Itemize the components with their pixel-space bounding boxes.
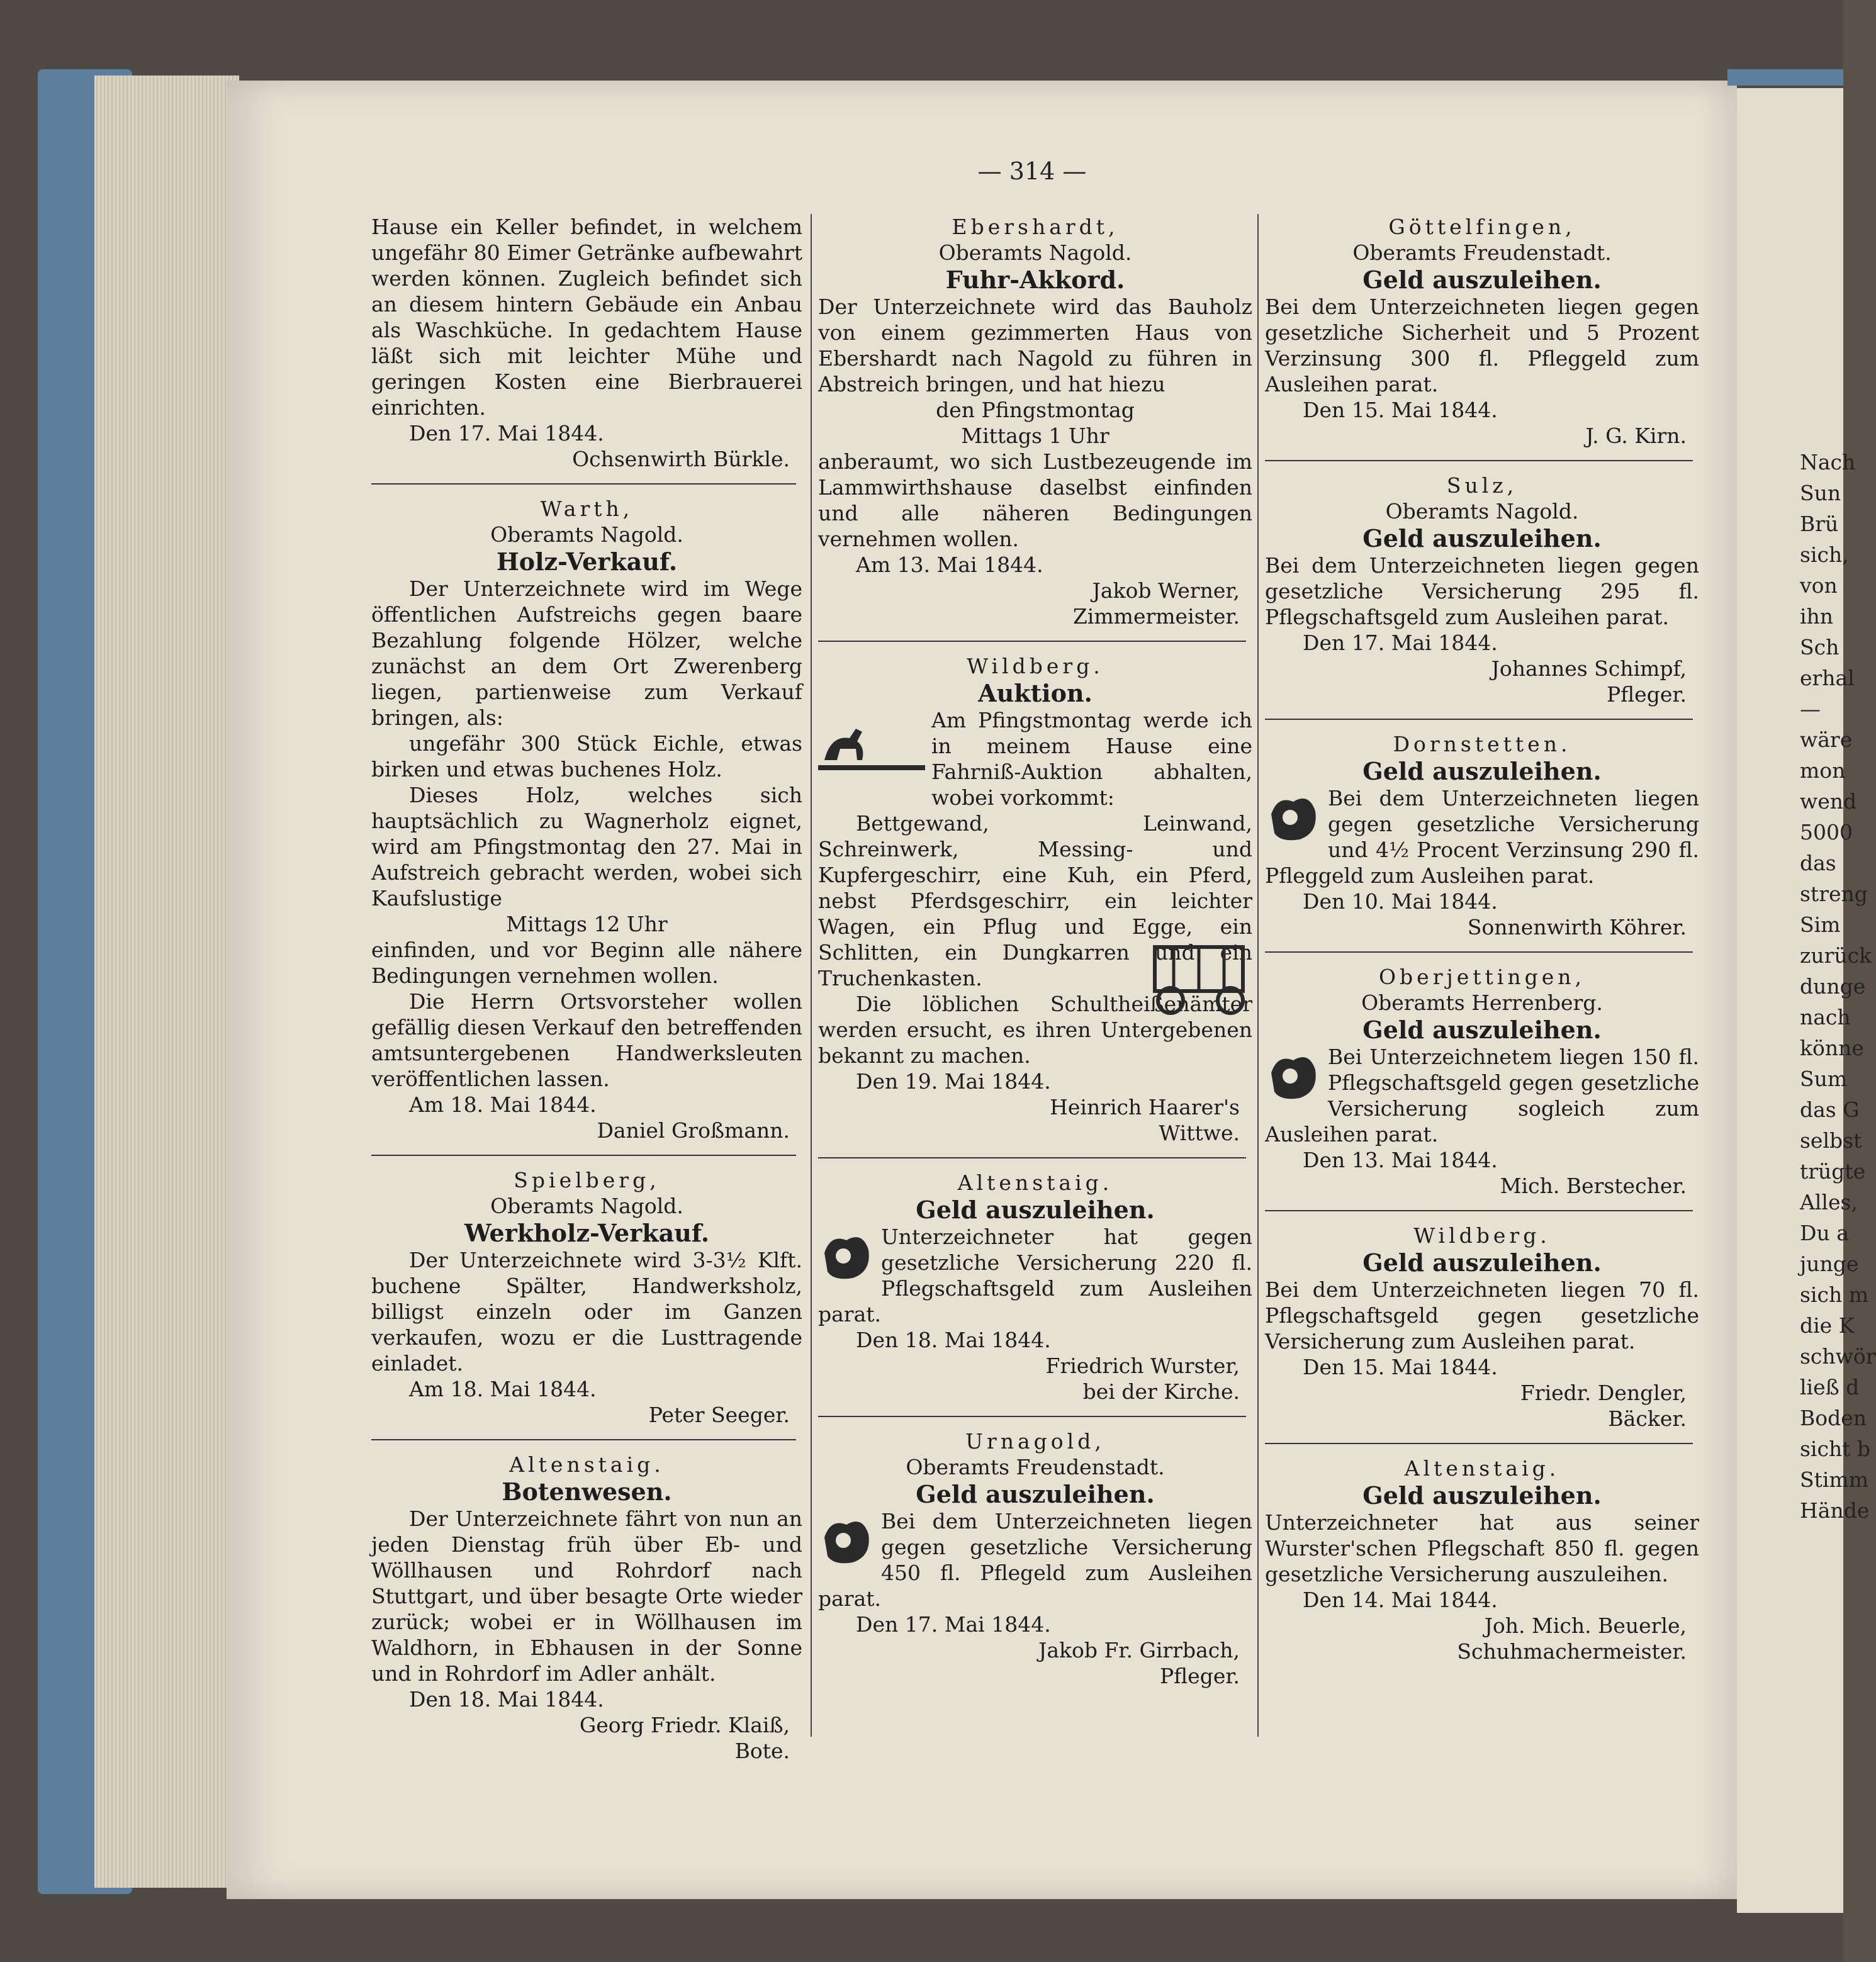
next-page-line: Brü [1800,512,1839,536]
ad-text: den Pfingstmontag [936,398,1135,422]
advertisement [1265,473,1699,707]
ad-signature: Johannes Schimpf, [1491,656,1687,681]
next-page-line: selbst [1800,1128,1862,1153]
ad-signature: Sonnenwirth Köhrer. [1467,915,1687,939]
divider [371,1155,796,1156]
ad-text: ungefähr 300 Stück Eichle, etwas birken und etwas buchenes Holz. [371,731,802,782]
ad-title: Geld auszuleihen. [1362,266,1602,294]
advertisement [818,214,1252,629]
ad-time: Mittags 12 Uhr [506,912,668,936]
ad-signature: Wittwe. [1159,1121,1240,1145]
ad-date: Den 10. Mai 1844. [1303,889,1498,914]
ad-date: Den 14. Mai 1844. [1303,1588,1498,1612]
ad-title: Auktion. [978,679,1092,707]
ad-district: Oberamts Freudenstadt. [1352,240,1612,265]
ad-signature: Pfleger. [1159,1664,1240,1688]
next-page-line: erhal [1800,666,1855,690]
next-page-line: Sim [1800,912,1841,937]
ad-date: Den 13. Mai 1844. [1303,1148,1498,1172]
ad-signature: Bote. [734,1739,790,1763]
next-page-lines [1800,447,1876,1526]
ad-signature: Pfleger. [1606,682,1687,707]
next-page-edge [1737,88,1876,1913]
advertisement [371,496,802,1143]
divider [1265,719,1693,720]
column-rule [1257,214,1259,1737]
column-rule [811,214,812,1737]
ad-signature: Ochsenwirth Bürkle. [572,447,790,471]
ad-signature: Friedr. Dengler, [1520,1381,1687,1405]
ad-place: Wildberg. [967,654,1104,678]
divider [818,1157,1246,1158]
next-page-line: könne [1800,1036,1864,1060]
next-page-line: das G [1800,1097,1860,1122]
ad-signature: Peter Seeger. [648,1403,790,1427]
ad-title: Geld auszuleihen. [1362,524,1602,552]
next-page-line: Sum [1800,1067,1848,1091]
divider [371,1439,796,1440]
ad-date: Den 18. Mai 1844. [409,1687,604,1712]
advertisement [818,1428,1252,1689]
ad-district: Oberamts Nagold. [1385,499,1579,524]
ad-place: Sulz, [1446,473,1518,498]
ad-signature: Bäcker. [1608,1406,1687,1431]
ad-date: Am 18. Mai 1844. [409,1092,597,1117]
ad-district: Oberamts Herrenberg. [1361,990,1603,1015]
next-page-line: mon [1800,758,1846,783]
divider [818,641,1246,642]
next-page-line: wäre [1800,727,1853,752]
ad-date: Den 17. Mai 1844. [1303,631,1498,655]
carriage-icon [1142,941,1255,1016]
next-page-line: das [1800,851,1836,875]
advertisement [371,214,802,472]
ad-title: Geld auszuleihen. [916,1480,1155,1508]
ad-signature: Jakob Fr. Girrbach, [1038,1638,1240,1662]
next-page-line: trügte [1800,1159,1866,1184]
ad-place: Urnagold, [965,1429,1105,1454]
next-page-line: Boden [1800,1406,1867,1430]
ad-time: Mittags 1 Uhr [961,423,1109,448]
auction-image [818,710,925,791]
ad-title: Geld auszuleihen. [1362,757,1602,785]
ad-text: Hause ein Keller befindet, in welchem ungefähr 80 Eimer Getränke aufbewahrt werden können. Zugleich befindet sich an diesem hintern Gebäude ein Anbau als Waschküche. In gedachtem Hause läßt sich mit leichter Mühe und geringen Kosten eine Bierbrauerei einrichten. [371,215,802,420]
money-bag-icon [1265,789,1322,846]
advertisement [1265,964,1699,1199]
divider [1265,1443,1693,1444]
column-1 [371,214,802,1764]
next-page-line: Sch [1800,635,1839,659]
ad-text: Bei Unterzeichnetem liegen 150 fl. Pflegschaftsgeld gegen gesetzliche Versicherung sogleich zum Ausleihen parat. [1265,1045,1699,1146]
divider [1265,460,1693,461]
ad-date: Am 18. Mai 1844. [409,1377,597,1401]
next-page-line: Nach [1800,450,1856,474]
divider [1265,1210,1693,1211]
advertisement [371,1452,802,1764]
ad-place: Dornstetten. [1393,732,1571,756]
ad-date: Am 13. Mai 1844. [856,552,1043,577]
ad-text: Bei dem Unterzeichneten liegen gegen gesetzliche Versicherung 295 fl. Pflegschaftsgeld zum Ausleihen parat. [1265,553,1699,629]
next-page-line: nach [1800,1005,1851,1029]
ad-date: Den 17. Mai 1844. [409,421,604,446]
next-page-line: ließ d [1800,1375,1860,1399]
ad-text: Der Unterzeichnete wird im Wege öffentlichen Aufstreichs gegen baare Bezahlung folgende Hölzer, welche zunächst an dem Ort Zwerenberg liegen, partienweise zum Verkauf bringen, als: [371,576,802,730]
next-page-line: wend [1800,789,1857,814]
next-page-line: Stimm [1800,1467,1869,1492]
next-page-line: von [1800,573,1838,598]
ad-date: Den 17. Mai 1844. [856,1612,1051,1637]
ad-place: Altenstaig. [1404,1456,1560,1481]
ad-signature: Zimmermeister. [1072,604,1240,629]
ad-signature: bei der Kirche. [1082,1379,1240,1404]
ad-district: Oberamts Nagold. [490,1194,683,1218]
ad-district: Oberamts Freudenstadt. [906,1455,1165,1479]
ad-title: Holz-Verkauf. [496,547,678,576]
ad-title: Geld auszuleihen. [1362,1248,1602,1277]
ad-text: Am Pfingstmontag werde ich in meinem Hause eine Fahrniß-Auktion abhalten, wobei vorkommt: [931,708,1252,810]
ad-title: Geld auszuleihen. [916,1196,1155,1224]
advertisement [1265,214,1699,449]
ad-place: Warth, [540,496,634,521]
page-number: — 314 — [977,157,1087,185]
ad-text: Die Herrn Ortsvorsteher wollen gefällig diesen Verkauf den betreffenden amtsuntergebenen Handwerksleuten veröffentlichen lassen. [371,989,802,1091]
ad-signature: Daniel Großmann. [597,1118,790,1143]
ad-signature: Georg Friedr. Klaiß, [579,1713,790,1737]
ad-title: Fuhr-Akkord. [945,266,1125,294]
ad-date: Den 19. Mai 1844. [856,1069,1051,1094]
ad-signature: Friedrich Wurster, [1045,1354,1240,1378]
ad-place: Altenstaig. [957,1170,1113,1195]
ad-text: Der Unterzeichnete wird das Bauholz von einem gezimmerten Haus von Ebershardt nach Nagold zu führen in Abstreich bringen, und hat hiezu [818,294,1252,396]
ad-place: Altenstaig. [509,1452,665,1477]
ad-text: Bei dem Unterzeichneten liegen 70 fl. Pflegschaftsgeld gegen gesetzliche Versicherung zum Ausleihen parat. [1265,1277,1699,1354]
ad-text: Bei dem Unterzeichneten liegen gegen gesetzliche Versicherung 450 fl. Pflegeld zum Ausleihen parat. [818,1509,1252,1611]
next-page-line: Sun [1800,481,1841,505]
ad-district: Oberamts Nagold. [490,522,683,547]
book-cover-right [1727,69,1843,86]
advertisement [1265,1455,1699,1664]
ad-text: Der Unterzeichnete fährt von nun an jeden Dienstag früh über Eb- und Wöllhausen und Rohrdorf nach Stuttgart, und über besagte Orte wieder zurück; wobei er in Wöllhausen im Waldhorn, in Ebhausen in der Sonne und in Rohrdorf im Adler anhält. [371,1506,802,1686]
ad-date: Den 18. Mai 1844. [856,1328,1051,1352]
ad-district: Oberamts Nagold. [938,240,1132,265]
ad-text: Unterzeichneter hat gegen gesetzliche Versicherung 220 fl. Pflegschaftsgeld zum Ausleihen parat. [818,1225,1252,1326]
next-page-line: Du a [1800,1221,1849,1245]
divider [818,1416,1246,1417]
ad-text: Der Unterzeichnete wird 3-3½ Klft. buchene Spälter, Handwerksholz, billigst einzeln oder im Ganzen verkaufen, wozu er die Lusttragende einladet. [371,1248,802,1376]
next-page-line: sich, [1800,542,1849,567]
page-edges [94,76,239,1888]
ad-date: Den 15. Mai 1844. [1303,1355,1498,1379]
ad-signature: Joh. Mich. Beuerle, [1484,1613,1687,1638]
next-page-line: Alles, [1800,1190,1858,1214]
divider [371,483,796,485]
next-page-line: zurück [1800,943,1872,968]
money-bag-icon [818,1512,875,1569]
ad-text: Die löblichen Schultheißenämter werden ersucht, es ihren Untergebenen bekannt zu machen. [818,992,1252,1068]
ad-title: Geld auszuleihen. [1362,1016,1602,1044]
ad-title: Botenwesen. [502,1477,672,1506]
ad-place: Spielberg, [514,1168,660,1192]
ad-place: Wildberg. [1413,1223,1551,1248]
next-page-line: — [1800,697,1821,721]
ad-text: Unterzeichneter hat aus seiner Wurster'schen Pflegschaft 850 fl. gegen gesetzliche Versicherung auszuleihen. [1265,1510,1699,1586]
money-bag-icon [818,1228,875,1284]
advertisement [1265,1223,1699,1432]
next-page-line: Hände [1800,1498,1870,1523]
next-page-line: dunge [1800,974,1866,999]
ad-title: Werkholz-Verkauf. [464,1219,710,1247]
ad-text: anberaumt, wo sich Lustbezeugende im Lammwirthshause daselbst einfinden und alle näheren Bedingungen vernehmen wollen. [818,449,1252,551]
divider [1265,951,1693,953]
next-page-line: streng [1800,882,1868,906]
ad-text: Bettgewand, Leinwand, Schreinwerk, Messing- und Kupfergeschirr, eine Kuh, ein Pferd, nebst Pferdsgeschirr, ein leichter Wagen, ein Pflug und Egge, ein Schlitten, ein Dungkarren und ein Truchenkasten. [818,811,1252,990]
next-page-line: schwör [1800,1344,1876,1369]
ad-place: Göttelfingen, [1388,215,1576,239]
advertisement [371,1167,802,1428]
ad-title: Geld auszuleihen. [1362,1481,1602,1510]
next-page-line: die K [1800,1313,1855,1338]
ad-signature: Schuhmachermeister. [1457,1639,1687,1664]
ad-date: Den 15. Mai 1844. [1303,398,1498,422]
next-page-line: ihn [1800,604,1834,629]
column-2 [818,214,1252,1689]
ad-text: einfinden, und vor Beginn alle nähere Bedingungen vernehmen wollen. [371,938,802,988]
ad-signature: Mich. Berstecher. [1500,1174,1687,1198]
ad-signature: Heinrich Haarer's [1050,1095,1240,1119]
ad-place: Oberjettingen, [1379,965,1585,989]
next-page-line: sicht b [1800,1437,1871,1461]
advertisement [818,1170,1252,1404]
ad-text: Bei dem Unterzeichneten liegen gegen gesetzliche Sicherheit und 5 Prozent Verzinsung 300 fl. Pfleggeld zum Ausleihen parat. [1265,294,1699,396]
ad-text: Dieses Holz, welches sich hauptsächlich zu Wagnerholz eignet, wird am Pfingstmontag den 27. Mai in Aufstreich gebracht werden, wobei sich Kaufslustige [371,783,802,911]
ad-text: Bei dem Unterzeichneten liegen gegen gesetzliche Versicherung und 4½ Procent Verzinsung 290 fl. Pfleggeld zum Ausleihen parat. [1265,786,1699,888]
next-page-line: junge [1800,1252,1859,1276]
ad-signature: J. G. Kirn. [1585,423,1687,448]
next-page-line: 5000 [1800,820,1853,844]
advertisement [1265,731,1699,940]
ad-place: Ebershardt, [952,215,1119,239]
advertisement [818,653,1252,1146]
column-3 [1265,214,1699,1664]
money-bag-icon [1265,1048,1322,1104]
carriage-image [1142,941,1255,1022]
ad-signature: Jakob Werner, [1092,578,1240,603]
horse-carriage-icon [818,710,925,785]
next-page-line: sich m [1800,1282,1869,1307]
